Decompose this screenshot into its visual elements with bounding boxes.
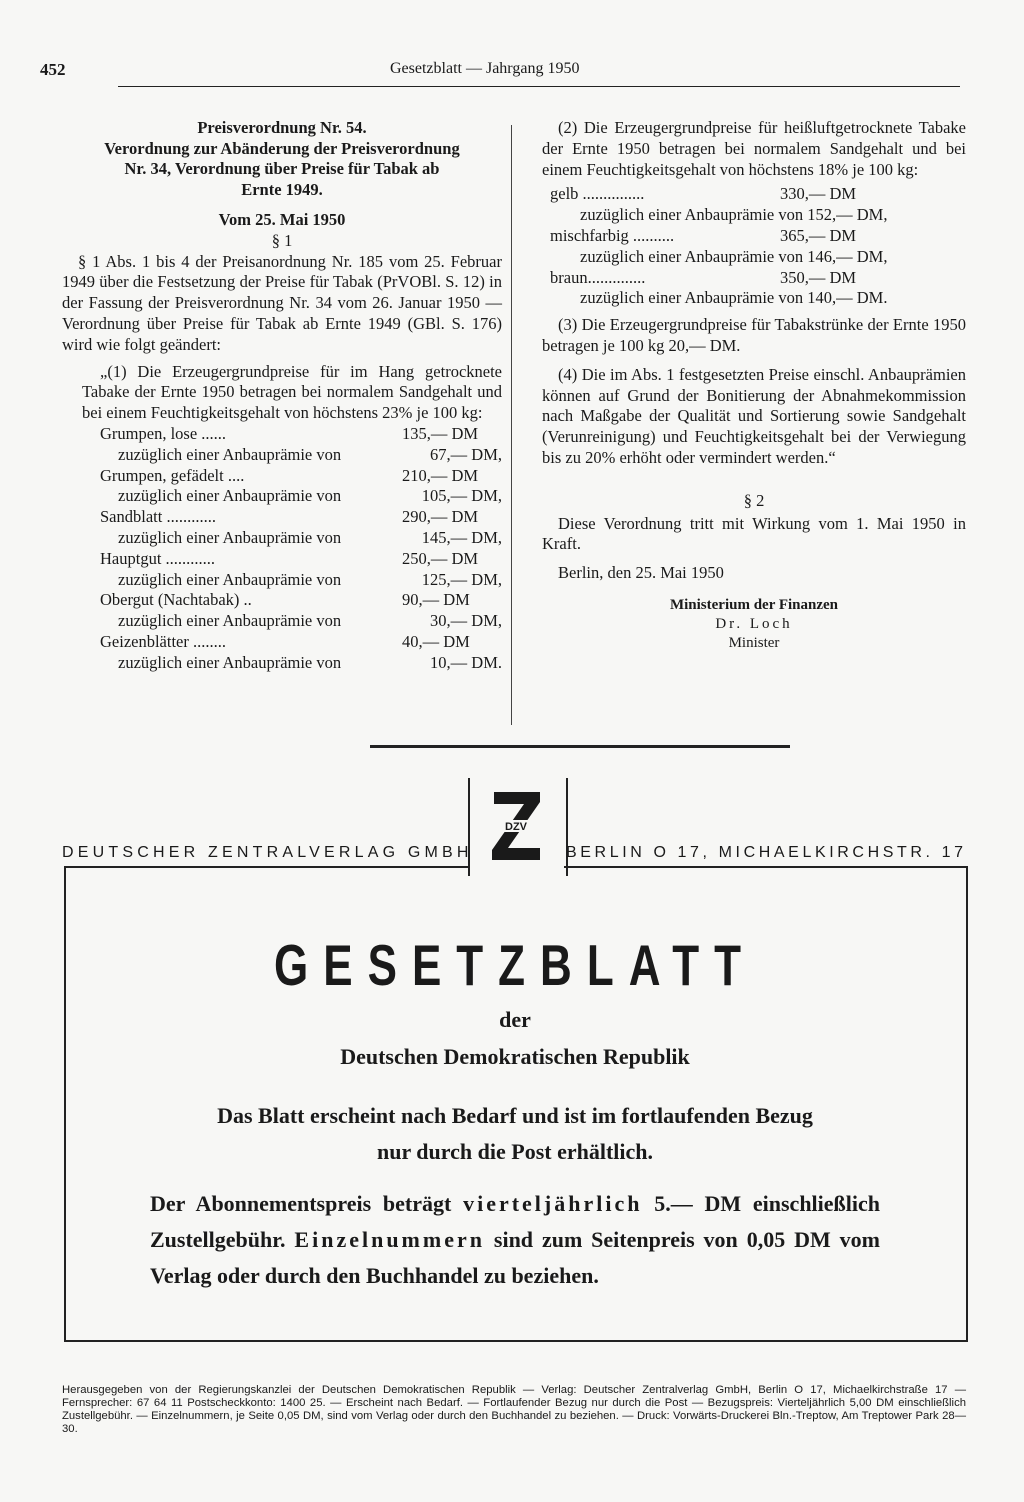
decree-date: Vom 25. Mai 1950	[218, 210, 346, 229]
premium-row: zuzüglich einer Anbauprämie von 152,— DM,	[580, 205, 888, 225]
signature-block	[542, 596, 966, 653]
price-list-hot-air	[542, 184, 966, 309]
price-row: mischfarbig .......... 365,— DM	[550, 225, 857, 245]
advert-paragraph-1	[64, 1098, 966, 1170]
section-divider	[370, 745, 790, 748]
page-number: 452	[40, 60, 66, 79]
price-row: Grumpen, gefädelt .... 210,— DM	[100, 465, 479, 485]
advert-der: der	[499, 1007, 531, 1032]
advert-line: Das Blatt erscheint nach Bedarf und ist im fortlaufenden Bezug	[217, 1103, 813, 1128]
intro-paragraph: § 1 Abs. 1 bis 4 der Preisanordnung Nr. 185 vom 25. Februar 1949 über die Festsetzung der Preise für Tabak (PrVOBl. S. 12) in der Fassung der Preisverordnung Nr. 34 vom 26. Januar 1950 — Verordnung über Preise für Tabak ab Ernte 1949 (GBl. S. 176) wird wie folgt geändert:	[62, 251, 502, 354]
title-line: Ernte 1949.	[241, 179, 323, 199]
price-row: Grumpen, lose ...... 135,— DM	[100, 423, 479, 443]
title-line: Preisverordnung Nr. 54.	[197, 118, 367, 137]
signer-name: Dr. Loch	[715, 615, 793, 632]
price-row: gelb ............... 330,— DM	[550, 184, 857, 204]
logo-letters: DZV	[505, 821, 527, 833]
paragraph-3: (3) Die Erzeugergrundpreise für Tabakstrünke der Ernte 1950 betragen je 100 kg 20,— DM.	[542, 315, 966, 355]
title-line: Nr. 34, Verordnung über Preise für Tabak ab	[124, 159, 440, 178]
decree-title	[62, 118, 502, 200]
premium-row: zuzüglich einer Anbauprämie von 146,— DM,	[580, 246, 888, 266]
premium-row: zuzüglich einer Anbauprämie von 105,— DM,	[118, 486, 502, 506]
place-date: Berlin, den 25. Mai 1950	[558, 563, 724, 583]
premium-row: zuzüglich einer Anbauprämie von 30,— DM,	[118, 611, 502, 631]
advert-box-top-left	[64, 866, 468, 868]
publisher-logo-icon	[490, 790, 542, 862]
paragraph-effective: Diese Verordnung tritt mit Wirkung vom 1. Mai 1950 in Kraft.	[542, 513, 966, 554]
advert-box-top-right	[564, 866, 966, 868]
advert-republic: Deutschen Demokratischen Republik	[340, 1044, 690, 1069]
price-row: Hauptgut ............ 250,— DM	[100, 548, 479, 568]
imprint-footer: Herausgegeben von der Regierungskanzlei der Deutschen Demokratischen Republik — Verlag: Deutscher Zentralverlag GmbH, Berlin O 17, Michaelkirchstraße 17 — Fernsprecher: 67 64 11 Postscheckkonto: 1400 25. — Erscheint nach Bedarf. — Fortlaufender Bezug nur durch die Post — Bezugspreis: Vierteljährlich 5,00 DM einschließlich Zustellgebühr. — Einzelnummern, je Seite 0,05 DM, sind vom Verlag oder durch den Buchhandel zu beziehen. — Druck: Vorwärts-Druckerei Bln.-Treptow, Am Treptower Park 28—30.	[62, 1384, 966, 1435]
premium-row: zuzüglich einer Anbauprämie von 145,— DM,	[118, 527, 502, 547]
premium-row: zuzüglich einer Anbauprämie von 140,— DM.	[580, 288, 888, 308]
advert-title: GESETZBLATT	[274, 934, 756, 999]
quote-paragraph: „(1) Die Erzeugergrundpreise für im Hang getrocknete Tabake der Ernte 1950 betragen bei normalem Sandgehalt und bei einem Feuchtigkeitsgehalt von höchstens 23% je 100 kg:	[82, 361, 502, 423]
ministry-name: Ministerium der Finanzen	[669, 596, 839, 613]
premium-row: zuzüglich einer Anbauprämie von 67,— DM,	[118, 444, 502, 464]
advert-paragraph-2: Der Abonnementspreis beträgt vierteljährlich 5.— DM einschließlich Zustellgebühr. Einzelnummern sind zum Seitenpreis von 0,05 DM vom Verlag oder durch den Buchhandel zu beziehen.	[150, 1191, 880, 1288]
price-list	[62, 424, 502, 674]
paragraph-2: (2) Die Erzeugergrundpreise für heißluftgetrocknete Tabake der Ernte 1950 betragen bei normalem Sandgehalt und bei einem Feuchtigkeitsgehalt von höchstens 18% je 100 kg:	[542, 118, 966, 179]
header-rule	[118, 86, 960, 87]
price-row: Geizenblätter ........ 40,— DM	[100, 631, 470, 651]
section-2-heading: § 2	[743, 490, 765, 510]
publisher-address: BERLIN O 17, MICHAELKIRCHSTR. 17	[566, 844, 967, 861]
signer-title: Minister	[728, 634, 780, 651]
running-title: Gesetzblatt — Jahrgang 1950	[390, 60, 580, 77]
section-1-heading: § 1	[271, 230, 293, 250]
premium-row: zuzüglich einer Anbauprämie von 125,— DM,	[118, 569, 502, 589]
title-line: Verordnung zur Abänderung der Preisverordnung	[104, 138, 460, 158]
right-column	[542, 118, 966, 653]
paragraph-4: (4) Die im Abs. 1 festgesetzten Preise einschl. Anbauprämien können auf Grund der Bonitierung der Abnahmekommission nach Maßgabe der Qualität und Sortierung sowie Sandgehalt (Verunreinigung) und Feuchtigkeitsgehalt bei der Verwiegung bis zu 20% erhöht oder vermindert werden.“	[542, 364, 966, 467]
price-row: Obergut (Nachtabak) .. 90,— DM	[100, 590, 470, 610]
price-row: braun.............. 350,— DM	[550, 267, 857, 287]
price-row: Sandblatt ............ 290,— DM	[100, 507, 479, 527]
premium-row: zuzüglich einer Anbauprämie von 10,— DM.	[118, 652, 502, 672]
publisher-name: DEUTSCHER ZENTRALVERLAG GMBH	[62, 844, 473, 861]
column-divider	[511, 125, 512, 725]
left-column	[62, 118, 502, 674]
advert-line: nur durch die Post erhältlich.	[376, 1139, 654, 1164]
